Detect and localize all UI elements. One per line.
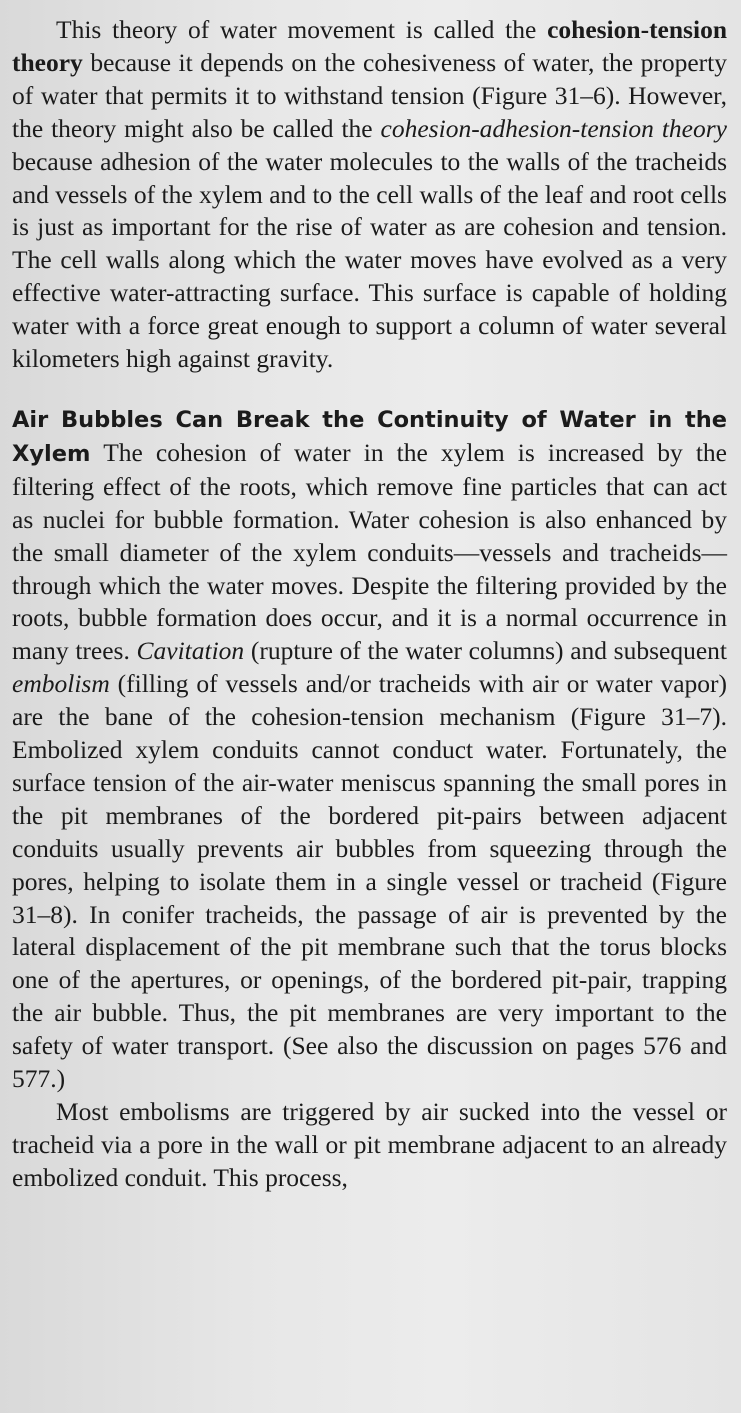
paragraph-text: (rupture of the water columns) and subsequent	[244, 636, 727, 666]
bold-term: cohesion-tension theory	[12, 15, 727, 77]
paragraph-text: because adhesion of the water molecules to the walls of the tracheids and vessels of the xylem and to the cell walls of the leaf and root cells is just as important for the rise of water as are cohesion and tension. The cell walls along which the water moves have evolved as a very effective water-attracting surface. This surface is capable of holding water with a force great enough to support a column of water several kilometers high against gravity.	[12, 146, 727, 374]
paragraph-text: because it depends on the cohesiveness of water, the property of water that permits it to withstand tension (Figure 31–6). However, the theory might also be called the	[12, 47, 727, 143]
paragraph-text: (filling of vessels and/or tracheids with air or water vapor) are the bane of the cohesion-tension mechanism (Figure 31–7). Embolized xylem conduits cannot conduct water. Fortunately, the surface tension of the air-water meniscus spanning the small pores in the pit membranes of the bordered pit-pairs between adjacent conduits usually prevents air bubbles from squeezing through the pores, helping to isolate them in a single vessel or tracheid (Figure 31–8). In conifer tracheids, the passage of air is prevented by the lateral displacement of the pit membrane such that the torus blocks one of the apertures, or openings, of the bordered pit-pair, trapping the air bubble. Thus, the pit membranes are very important to the safety of water transport. (See also the discussion on pages 576 and 577.)	[12, 669, 727, 1094]
italic-term: embolism	[12, 669, 110, 699]
paragraph-cohesion-tension	[12, 14, 727, 376]
paragraph-text: The cohesion of water in the xylem is increased by the filtering effect of the roots, which remove fine particles that can act as nuclei for bubble formation. Water cohesion is also enhanced by the small diameter of the xylem conduits—vessels and tracheids—through which the water moves. Despite the filtering provided by the roots, bubble formation does occur, and it is a normal occurrence in many trees.	[12, 437, 727, 666]
section-heading: Air Bubbles Can Break the Continuity of Water in the Xylem	[12, 406, 727, 467]
section-air-bubbles	[12, 403, 727, 1096]
italic-term: Cavitation	[136, 636, 245, 666]
italic-term: cohesion-adhesion-tension theory	[380, 113, 727, 143]
paragraph-embolisms	[12, 1096, 727, 1195]
paragraph-text: Most embolisms are triggered by air sucked into the vessel or tracheid via a pore in the wall or pit membrane adjacent to an already embolized conduit. This process,	[12, 1097, 727, 1192]
paragraph-text: This theory of water movement is called the	[56, 15, 548, 44]
